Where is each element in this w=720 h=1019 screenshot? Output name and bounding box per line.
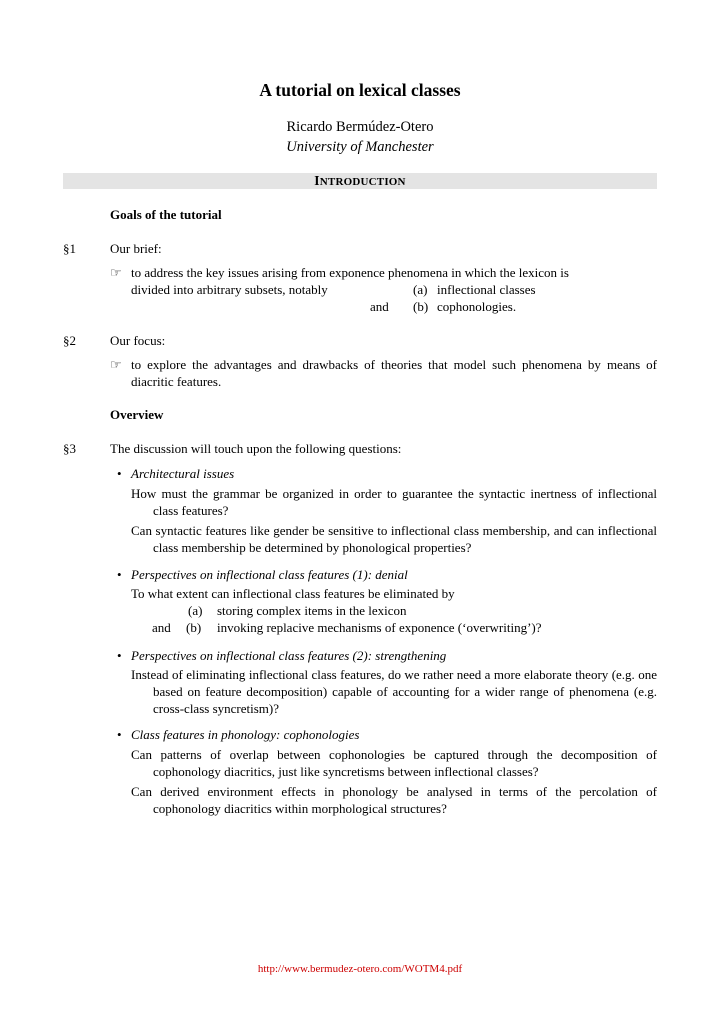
s3-sub-a-text: storing complex items in the lexicon bbox=[217, 603, 407, 618]
overview-heading: Overview bbox=[110, 407, 164, 422]
bullet-icon: • bbox=[117, 567, 122, 582]
s1-lead: Our brief: bbox=[110, 241, 162, 256]
bullet-icon: • bbox=[117, 727, 122, 742]
author-name: Ricardo Bermúdez-Otero bbox=[286, 119, 434, 135]
bullet-icon: • bbox=[117, 466, 122, 481]
s3-lead: The discussion will touch upon the following questions: bbox=[110, 441, 402, 456]
s3-item-para: How must the grammar be organized in order to guarantee the syntactic inertness of inflectional class features? bbox=[131, 486, 657, 518]
s3-item-para: Can patterns of overlap between cophonologies be captured through the decomposition of cophonology diacritics, just like syncretisms between inflectional classes? bbox=[131, 747, 657, 779]
s3-sub-and: and bbox=[152, 620, 171, 635]
section-heading-initial: I bbox=[314, 173, 320, 188]
author-affiliation: University of Manchester bbox=[286, 139, 434, 155]
pointing-hand-icon: ☞ bbox=[110, 265, 122, 280]
s3-item-heading: Perspectives on inflectional class features (1): denial bbox=[131, 567, 408, 582]
s1-and: and bbox=[370, 299, 389, 314]
s3-sub-a-label: (a) bbox=[188, 603, 203, 618]
s3-item-para: To what extent can inflectional class features be eliminated by bbox=[131, 586, 455, 601]
s3-item-para: Can derived environment effects in phonology be analysed in terms of the percolation of cophonology diacritics within morphological structures? bbox=[131, 784, 657, 816]
goals-heading: Goals of the tutorial bbox=[110, 207, 222, 222]
paragraph-number-1: §1 bbox=[63, 241, 76, 256]
s2-lead: Our focus: bbox=[110, 333, 166, 348]
footer-link[interactable]: http://www.bermudez-otero.com/WOTM4.pdf bbox=[257, 963, 463, 975]
s1-item-b-label: (b) bbox=[413, 299, 429, 314]
document-title: A tutorial on lexical classes bbox=[259, 80, 461, 100]
s1-item-a-text: inflectional classes bbox=[437, 282, 536, 297]
s3-sub-b-text: invoking replacive mechanisms of exponence (‘overwriting’)? bbox=[217, 620, 542, 635]
s3-item-heading: Class features in phonology: cophonologies bbox=[131, 727, 360, 742]
s1-text-line1: to address the key issues arising from exponence phenomena in which the lexicon is bbox=[131, 265, 569, 280]
s1-item-a-label: (a) bbox=[413, 282, 428, 297]
section-heading-introduction bbox=[63, 173, 657, 189]
s2-text: to explore the advantages and drawbacks of theories that model such phenomena by means of diacritic features. bbox=[131, 357, 657, 389]
s3-item-para: Can syntactic features like gender be sensitive to inflectional class membership, and can inflectional class membership be determined by phonological properties? bbox=[131, 523, 657, 555]
s3-item-heading: Perspectives on inflectional class features (2): strengthening bbox=[131, 648, 447, 663]
s1-item-b-text: cophonologies. bbox=[437, 299, 517, 314]
pointing-hand-icon: ☞ bbox=[110, 357, 122, 372]
s3-item-para: Instead of eliminating inflectional class features, do we rather need a more elaborate theory (e.g. one based on feature decomposition) capable of accounting for a wider range of phenomena (e.g. cross-class syncretism)? bbox=[131, 667, 657, 716]
paragraph-number-2: §2 bbox=[63, 333, 76, 348]
section-heading-rest: NTRODUCTION bbox=[319, 176, 406, 188]
paragraph-number-3: §3 bbox=[63, 441, 76, 456]
s3-sub-b-label: (b) bbox=[186, 620, 202, 635]
s3-item-heading: Architectural issues bbox=[131, 466, 235, 481]
bullet-icon: • bbox=[117, 648, 122, 663]
s1-text-line2: divided into arbitrary subsets, notably bbox=[131, 282, 328, 297]
